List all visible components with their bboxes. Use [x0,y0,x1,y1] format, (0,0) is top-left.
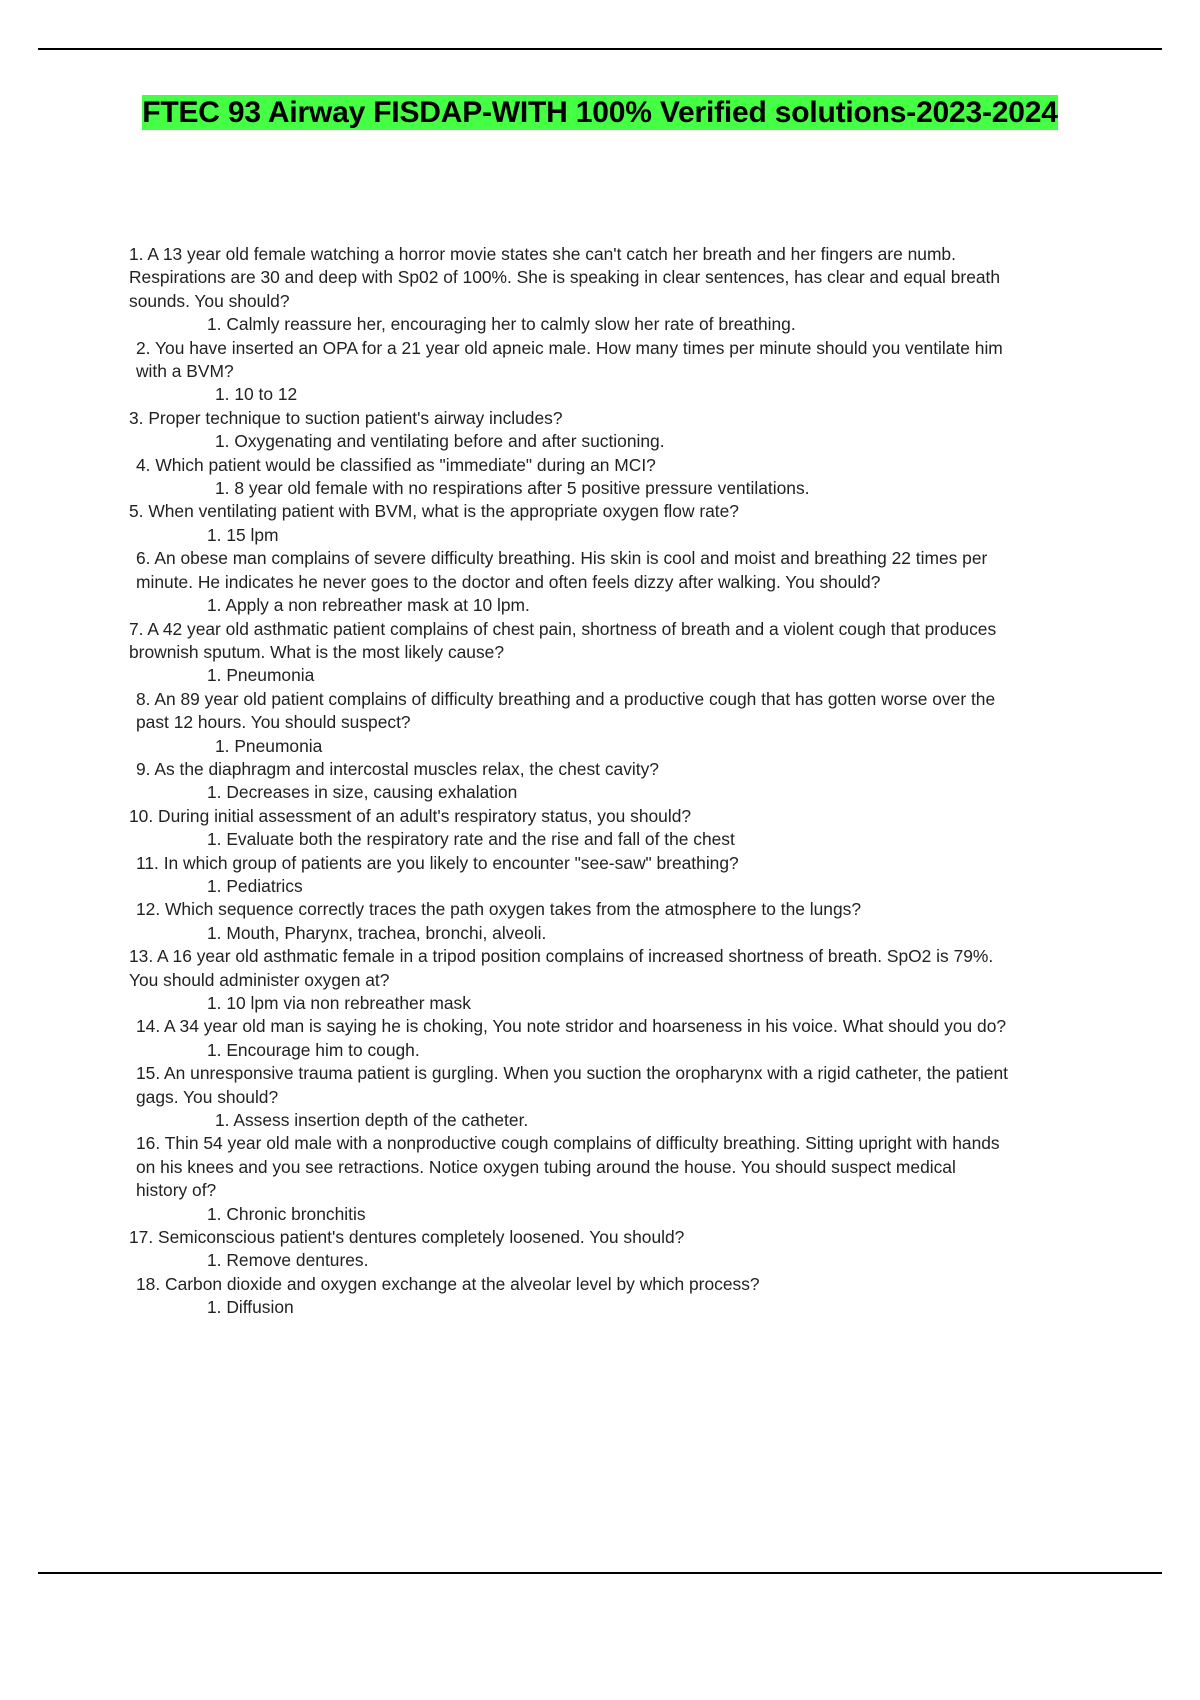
answer-text: 1. Oxygenating and ventilating before and after suctioning. [215,431,665,452]
answer-text: 1. Apply a non rebreather mask at 10 lpm. [207,595,530,616]
question-text: 5. When ventilating patient with BVM, what is the appropriate oxygen flow rate? [129,501,739,522]
question-text: 15. An unresponsive trauma patient is gurgling. When you suction the oropharynx with a rigid catheter, the patient gags. You should? [136,1063,1008,1107]
qa-list [129,243,1009,1320]
answer-text: 1. 10 lpm via non rebreather mask [207,993,471,1013]
answer-text: 1. Mouth, Pharynx, trachea, bronchi, alveoli. [207,922,547,943]
answer-text: 1. Evaluate both the respiratory rate and the rise and fall of the chest [207,829,735,850]
answer-text: 1. 8 year old female with no respirations after 5 positive pressure ventilations. [215,478,810,499]
question-text: 14. A 34 year old man is saying he is choking, You note stridor and hoarseness in his voice. What should you do? [136,1016,1007,1037]
answer-text: 1. Chronic bronchitis [207,1203,366,1224]
header-divider [38,48,1162,50]
question-text: 10. During initial assessment of an adult's respiratory status, you should? [129,805,692,826]
answer-text: 1. Remove dentures. [207,1250,369,1271]
question-text: 1. A 13 year old female watching a horror movie states she can't catch her breath and her fingers are numb. Respirations are 30 and deep with Sp02 of 100%. She is speaking in clear sentences, has clear and equal breath sounds. You should? [129,244,1001,311]
footer-divider [38,1572,1162,1574]
answer-text: 1. Diffusion [207,1297,294,1318]
answer-text: 1. Decreases in size, causing exhalation [207,782,518,803]
answer-text: 1. Encourage him to cough. [207,1039,420,1060]
page-title [130,92,1070,135]
question-text: 6. An obese man complains of severe difficulty breathing. His skin is cool and moist and breathing 22 times per minute. He indicates he never goes to the doctor and often feels dizzy after walking. You should? [136,548,988,592]
question-text: 2. You have inserted an OPA for a 21 year old apneic male. How many times per minute should you ventilate him with a BVM? [136,337,1003,382]
answer-text: 1. Pneumonia [207,665,315,686]
answer-text: 1. 15 lpm [207,524,279,545]
answer-text: 1. Assess insertion depth of the catheter. [215,1110,529,1131]
question-text: 8. An 89 year old patient complains of difficulty breathing and a productive cough that has gotten worse over the past 12 hours. You should suspect? [136,688,996,733]
question-text: 11. In which group of patients are you likely to encounter "see-saw" breathing? [136,852,739,873]
answer-text: 1. 10 to 12 [215,384,298,405]
question-text: 7. A 42 year old asthmatic patient complains of chest pain, shortness of breath and a violent cough that produces brownish sputum. What is the most likely cause? [129,618,997,662]
question-text: 13. A 16 year old asthmatic female in a tripod position complains of increased shortness of breath. SpO2 is 79%. You should administer oxygen at? [129,946,994,990]
question-text: 9. As the diaphragm and intercostal muscles relax, the chest cavity? [136,758,659,779]
question-text: 17. Semiconscious patient's dentures completely loosened. You should? [129,1227,685,1248]
question-text: 16. Thin 54 year old male with a nonproductive cough complains of difficulty breathing. Sitting upright with hands on his knees and you see retractions. Notice oxygen tubing around the house. You should suspect medical history of? [136,1133,1000,1201]
question-text: 18. Carbon dioxide and oxygen exchange at the alveolar level by which process? [136,1273,760,1294]
page-title-text: FTEC 93 Airway FISDAP-WITH 100% Verified solutions-2023-2024 [142,96,1058,129]
question-text: 3. Proper technique to suction patient's airway includes? [129,407,563,428]
answer-text: 1. Pediatrics [207,875,303,896]
answer-text: 1. Calmly reassure her, encouraging her to calmly slow her rate of breathing. [207,314,796,335]
answer-text: 1. Pneumonia [215,735,323,756]
question-text: 12. Which sequence correctly traces the path oxygen takes from the atmosphere to the lungs? [136,899,862,920]
question-text: 4. Which patient would be classified as "immediate" during an MCI? [136,454,656,475]
